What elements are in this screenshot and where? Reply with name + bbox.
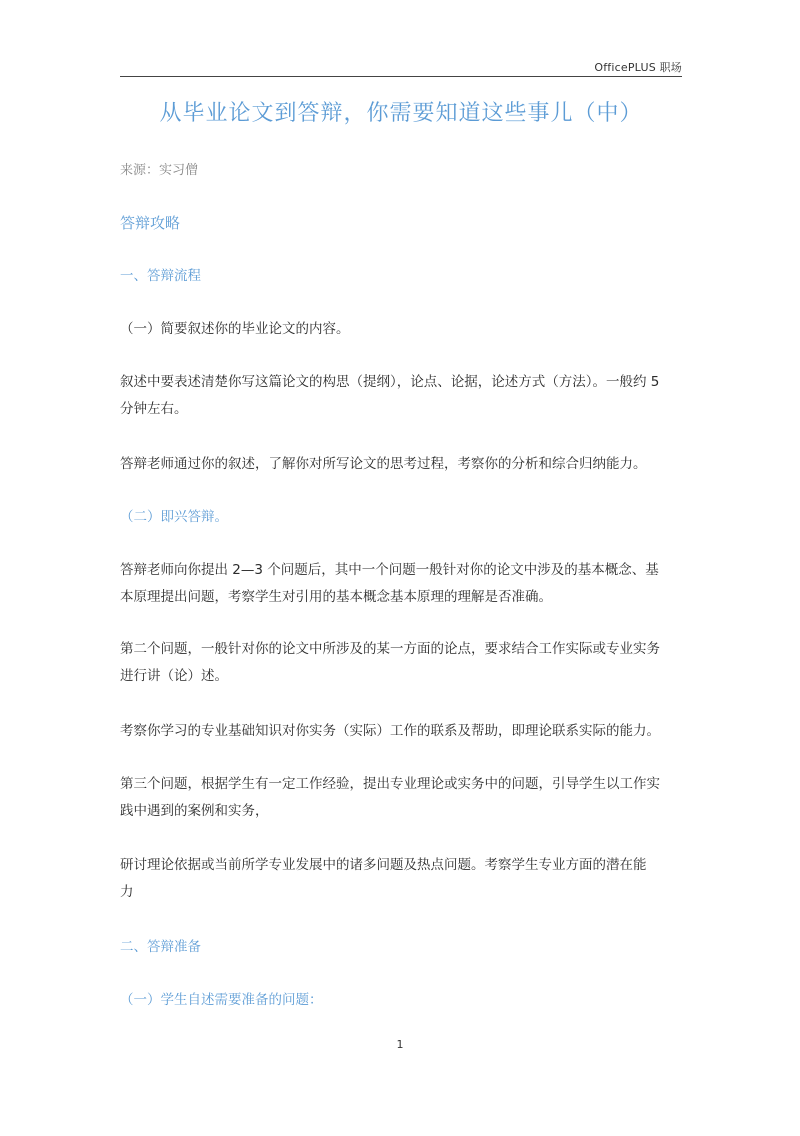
paragraph-7 bbox=[120, 852, 685, 906]
paragraph-7-line-1: 研讨理论依据或当前所学专业发展中的诸多问题及热点问题。考察学生专业方面的潜在能 bbox=[120, 857, 647, 873]
paragraph-7-line-2: 力 bbox=[120, 884, 134, 900]
paragraph-4-line-2: 进行讲（论）述。 bbox=[120, 668, 228, 684]
document-title: 从毕业论文到答辩，你需要知道这些事儿（中） bbox=[159, 101, 643, 126]
section-heading: 答辩攻略 bbox=[120, 214, 181, 232]
page-header bbox=[120, 56, 682, 76]
paragraph-6 bbox=[120, 771, 685, 825]
paragraph-1 bbox=[120, 369, 685, 423]
paragraph-4-line-1: 第二个问题，一般针对你的论文中所涉及的某一方面的论点，要求结合工作实际或专业实务 bbox=[120, 641, 660, 657]
source-line: 来源：实习僧 bbox=[120, 163, 199, 178]
paragraph-6-line-2: 践中遇到的案例和实务， bbox=[120, 803, 269, 819]
sub1-heading: （一）简要叙述你的毕业论文的内容。 bbox=[120, 321, 350, 337]
paragraph-6-line-1: 第三个问题，根据学生有一定工作经验，提出专业理论或实务中的问题，引导学生以工作实 bbox=[120, 776, 660, 792]
paragraph-5: 考察你学习的专业基础知识对你实务（实际）工作的联系及帮助，即理论联系实际的能力。 bbox=[120, 723, 660, 739]
page-number: 1 bbox=[396, 1038, 404, 1051]
part1-heading: 一、答辩流程 bbox=[120, 268, 201, 284]
paragraph-3-line-1: 答辩老师向你提出 2—3 个问题后，其中一个问题一般针对你的论文中涉及的基本概念、基 bbox=[120, 562, 659, 578]
header-divider bbox=[120, 76, 682, 77]
sub3-heading: （一）学生自述需要准备的问题： bbox=[120, 992, 323, 1008]
paragraph-1-line-2: 分钟左右。 bbox=[120, 401, 188, 417]
paragraph-1-line-1: 叙述中要表述清楚你写这篇论文的构思（提纲），论点、论据，论述方式（方法）。一般约 5 bbox=[120, 374, 660, 390]
paragraph-4 bbox=[120, 636, 685, 690]
paragraph-2: 答辩老师通过你的叙述，了解你对所写论文的思考过程，考察你的分析和综合归纳能力。 bbox=[120, 456, 647, 472]
brand-label: OfficePLUS 职场 bbox=[594, 61, 682, 74]
part2-heading: 二、答辩准备 bbox=[120, 939, 201, 955]
sub2-heading: （二）即兴答辩。 bbox=[120, 509, 228, 525]
paragraph-3 bbox=[120, 557, 685, 611]
paragraph-3-line-2: 本原理提出问题，考察学生对引用的基本概念基本原理的理解是否准确。 bbox=[120, 589, 552, 605]
